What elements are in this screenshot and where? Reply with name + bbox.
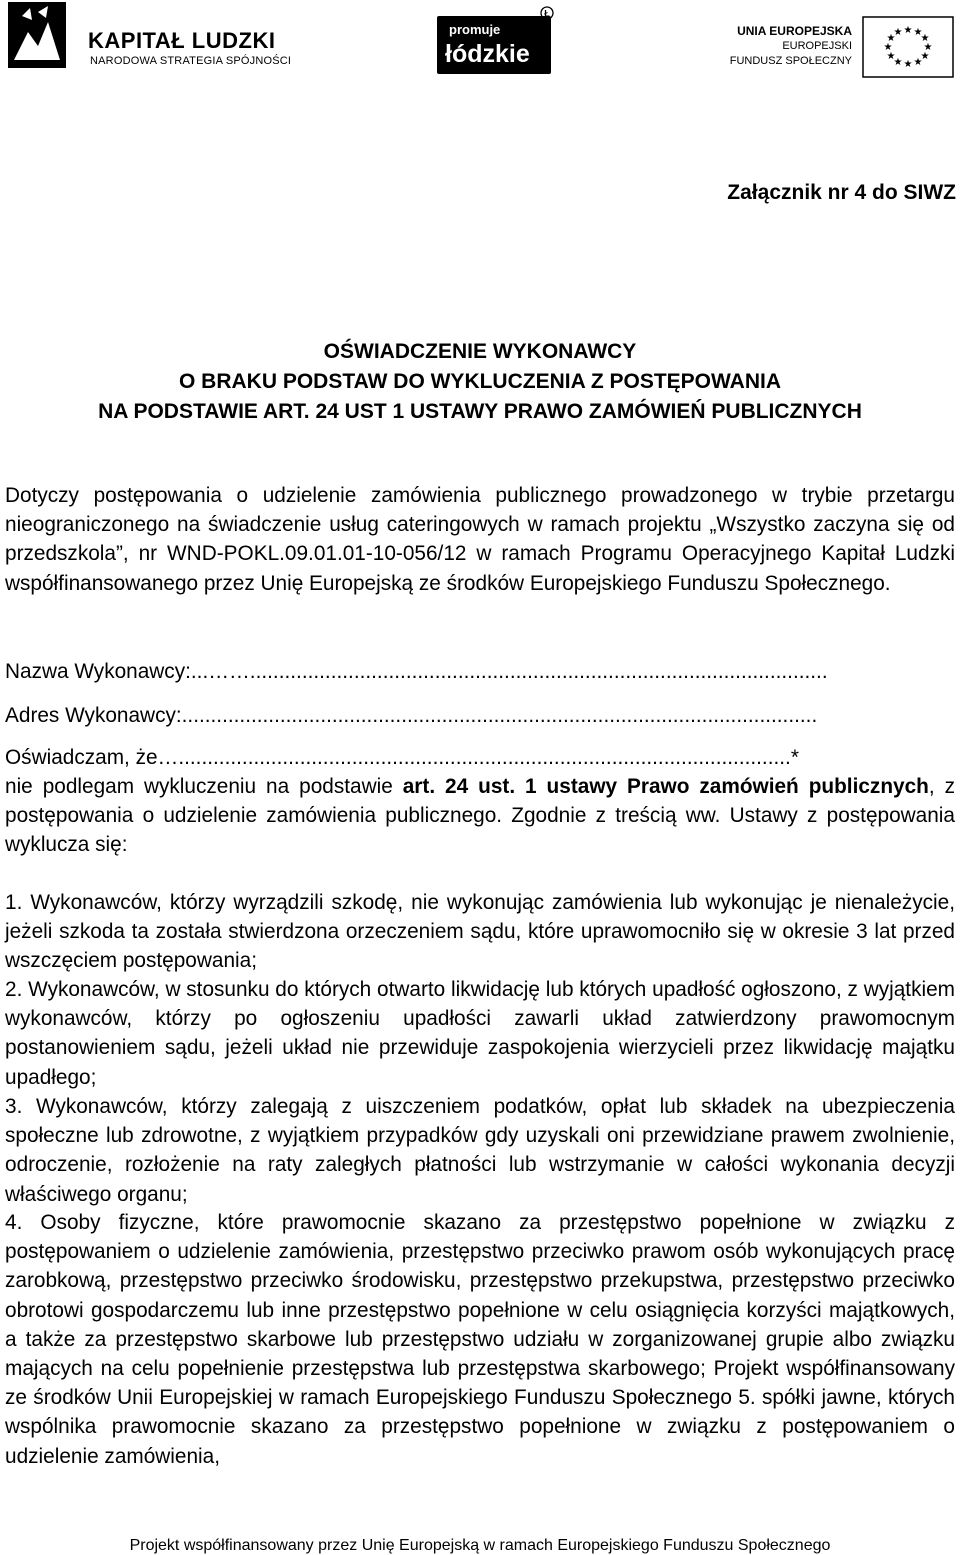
document-heading xyxy=(0,337,960,427)
eu-text-block xyxy=(712,24,852,69)
eu-fund-line2: FUNDUSZ SPOŁECZNY xyxy=(729,55,852,67)
exclusion-item-4: 4. Osoby fizyczne, które prawomocnie skazano za przestępstwo popełnione w związku z postępowaniem o udzielenie zamówienia, przestępstwo przeciwko prawom osób wykonujących pracę zarobkową, przestępstwo przeciwko środowisku, przestępstwo przekupstwa, przestępstwo przeciwko obrotowi gospodarczemu lub inne przestępstwo popełnione w celu osiągnięcia korzyści majątkowych, a także za przestępstwo skarbowe lub przestępstwo udziału w zorganizowanej grupie albo związku mających na celu popełnienie przestępstwa lub przestępstwa skarbowego; Projekt współfinansowany ze środków Unii Europejskiej w ramach Europejskiego Funduszu Społecznego 5. spółki jawne, których wspólnika prawomocnie skazano za przestępstwo popełnione w związku z postępowaniem o udzielenie zamówienia, xyxy=(5,1211,955,1468)
svg-text:★: ★ xyxy=(903,59,913,70)
eu-flag-icon xyxy=(862,16,954,78)
statement-paragraph xyxy=(5,772,955,860)
logo-bar xyxy=(0,0,960,92)
svg-text:★: ★ xyxy=(893,27,903,38)
eu-title: UNIA EUROPEJSKA xyxy=(737,24,852,38)
svg-text:★: ★ xyxy=(886,51,896,62)
kapital-ludzki-logo-icon xyxy=(8,2,66,68)
eu-fund-line1: EUROPEJSKI xyxy=(782,40,852,52)
lodzkie-logo xyxy=(437,16,551,74)
intro-paragraph: Dotyczy postępowania o udzielenie zamówienia publicznego prowadzonego w trybie przetargu nieograniczonego na świadczenie usług cateringowych w ramach projektu „Wszystko zaczyna się od przedszkola”, nr WND-POKL.09.01.01-10-056/12 w ramach Programu Operacyjnego Kapitał Ludzki współfinansowanego przez Unię Europejską ze środków Europejskiego Funduszu Społecznego. xyxy=(5,484,955,595)
heading-line-2: O BRAKU PODSTAW DO WYKLUCZENIA Z POSTĘPOWANIA xyxy=(179,370,781,393)
kapital-ludzki-title: KAPITAŁ LUDZKI xyxy=(88,28,276,53)
heading-line-1: OŚWIADCZENIE WYKONAWCY xyxy=(323,340,637,363)
statement-prefix: nie podlegam wykluczeniu na podstawie xyxy=(5,775,403,798)
exclusion-item-2: 2. Wykonawców, w stosunku do których otwarto likwidację lub których upadłość ogłoszono, z wyjątkiem wykonawców, którzy po ogłoszeniu upadłości zawarli układ zatwierdzony prawomocnym postanowieniem sądu, jeżeli układ nie przewiduje zaspokojenia wierzycieli przez likwidację majątku upadłego; xyxy=(5,978,955,1089)
lodzkie-logo-big-text: łódzkie xyxy=(445,40,530,68)
svg-text:★: ★ xyxy=(920,51,930,62)
contractor-name-field: Nazwa Wykonawcy:...…….................................................................................................... xyxy=(5,660,828,683)
contractor-address-field: Adres Wykonawcy:.............................................................................................................. xyxy=(5,704,818,727)
svg-text:★: ★ xyxy=(903,25,913,36)
exclusion-item-3: 3. Wykonawców, którzy zalegają z uiszczeniem podatków, opłat lub składek na ubezpieczenia społeczne lub zdrowotne, z wyjątkiem przypadków gdy uzyskali oni przewidziane prawem zwolnienie, odroczenie, rozłożenie na raty zaległych płatności lub wstrzymanie w całości wykonania decyzji właściwego organu; xyxy=(5,1095,955,1206)
svg-text:Ł: Ł xyxy=(544,8,550,19)
heading-line-3: NA PODSTAWIE ART. 24 UST 1 USTAWY PRAWO ZAMÓWIEŃ PUBLICZNYCH xyxy=(98,400,862,423)
statement-suffix: , z postępowania o udzielenie zamówienia publicznego. Zgodnie z treścią ww. Ustawy z postępowania wyklucza się: xyxy=(5,775,955,857)
lodzkie-logo-small-text: promuje xyxy=(449,22,501,37)
svg-text:★: ★ xyxy=(886,33,896,44)
registered-mark-icon xyxy=(540,6,554,20)
svg-text:★: ★ xyxy=(883,42,893,53)
statement-article: art. 24 ust. 1 ustawy Prawo zamówień publicznych xyxy=(402,775,929,798)
svg-text:★: ★ xyxy=(893,57,903,68)
exclusion-item-1: 1. Wykonawców, którzy wyrządzili szkodę, nie wykonując zamówienia lub wykonując je nienależycie, jeżeli szkoda ta została stwierdzona orzeczeniem sądu, które uprawomocniło się w okresie 3 lat przed wszczęciem postępowania; xyxy=(5,891,955,973)
svg-text:★: ★ xyxy=(913,27,923,38)
annex-label: Załącznik nr 4 do SIWZ xyxy=(727,181,956,204)
kapital-ludzki-subtitle: NARODOWA STRATEGIA SPÓJNOŚCI xyxy=(90,55,292,67)
declaration-field: Oświadczam, że…..........................................................................................................* xyxy=(5,746,799,769)
svg-text:★: ★ xyxy=(913,57,923,68)
svg-text:★: ★ xyxy=(923,42,933,53)
svg-text:★: ★ xyxy=(920,33,930,44)
page-footer: Projekt współfinansowany przez Unię Europejską w ramach Europejskiego Funduszu Społecznego xyxy=(129,1537,831,1554)
